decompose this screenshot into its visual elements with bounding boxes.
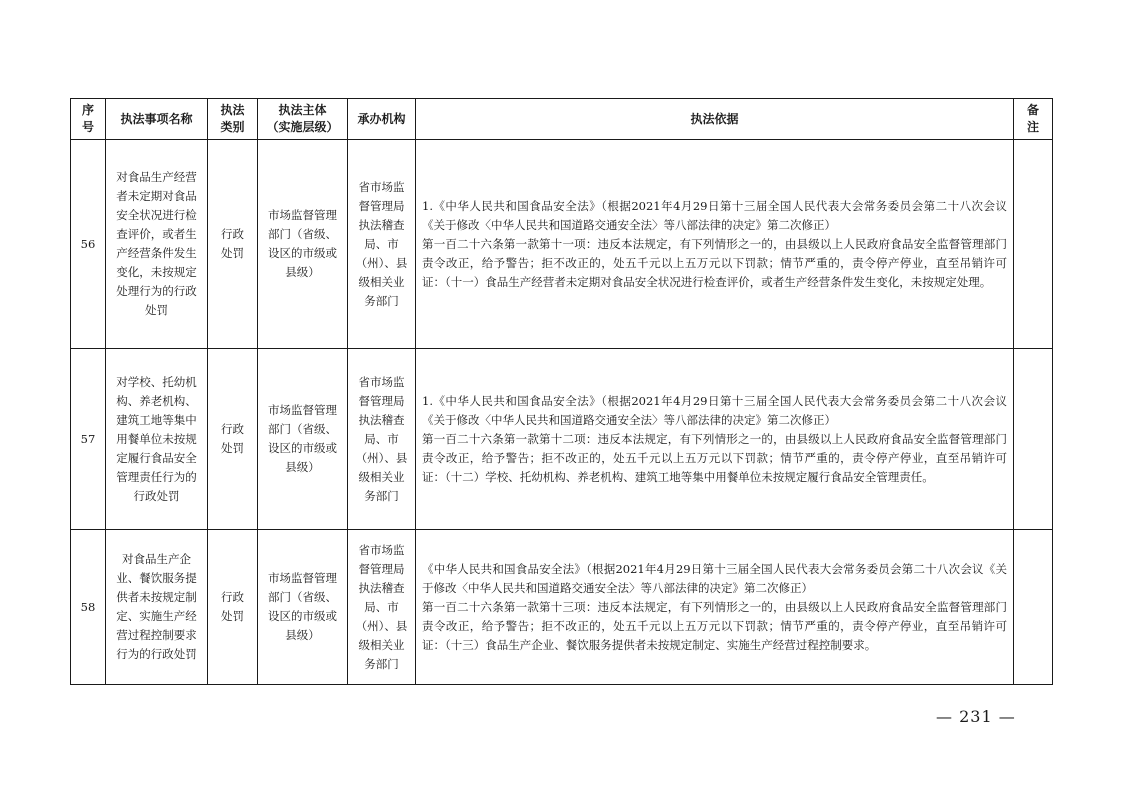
enforcement-table	[70, 98, 1053, 685]
row-item: 对学校、托幼机构、养老机构、建筑工地等集中用餐单位未按规定履行食品安全管理责任行为的行政处罚	[106, 349, 208, 530]
header-type: 执法类别	[208, 99, 258, 140]
table-row	[71, 349, 1053, 530]
header-subject	[258, 99, 348, 140]
row-remark	[1014, 140, 1053, 349]
table-row	[71, 530, 1053, 685]
row-basis	[416, 530, 1014, 685]
row-item: 对食品生产经营者未定期对食品安全状况进行检查评价，或者生产经营条件发生变化，未按规定处理行为的行政处罚	[106, 140, 208, 349]
row-type: 行政处罚	[208, 140, 258, 349]
row-basis	[416, 349, 1014, 530]
header-subject-line2: （实施层级）	[266, 120, 339, 134]
header-agency: 承办机构	[348, 99, 416, 140]
header-basis: 执法依据	[416, 99, 1014, 140]
row-basis-text: 1.《中华人民共和国食品安全法》（根据2021年4月29日第十三届全国人民代表大会常务委员会第二十八次会议《关于修改〈中华人民共和国道路交通安全法〉等八部法律的决定》第二次修正） 第一百二十六条第一款第十一项：违反本法规定，有下列情形之一的，由县级以上人民政府食品安全监督管理部门责令改正，给予警告；拒不改正的，处五千元以上五万元以下罚款；情节严重的，责令停产停业，直至吊销许可证：（十一）食品生产经营者未定期对食品安全状况进行检查评价，或者生产经营条件发生变化，未按规定处理。	[422, 198, 1007, 289]
header-item: 执法事项名称	[106, 99, 208, 140]
row-item: 对食品生产企业、餐饮服务提供者未按规定制定、实施生产经营过程控制要求行为的行政处罚	[106, 530, 208, 685]
row-no: 56	[71, 140, 106, 349]
row-basis-text: 1.《中华人民共和国食品安全法》（根据2021年4月29日第十三届全国人民代表大会常务委员会第二十八次会议《关于修改〈中华人民共和国道路交通安全法〉等八部法律的决定》第二次修正） 第一百二十六条第一款第十二项：违反本法规定，有下列情形之一的，由县级以上人民政府食品安全监督管理部门责令改正，给予警告；拒不改正的，处五千元以上五万元以下罚款；情节严重的，责令停产停业，直至吊销许可证：（十二）学校、托幼机构、养老机构、建筑工地等集中用餐单位未按规定履行食品安全管理责任。	[422, 393, 1007, 484]
table-header-row	[71, 99, 1053, 140]
table-row	[71, 140, 1053, 349]
row-basis-text: 《中华人民共和国食品安全法》（根据2021年4月29日第十三届全国人民代表大会常务委员会第二十八次会议《关于修改〈中华人民共和国道路交通安全法〉等八部法律的决定》第二次修正） 第一百二十六条第一款第十三项：违反本法规定，有下列情形之一的，由县级以上人民政府食品安全监督管理部门责令改正，给予警告；拒不改正的，处五千元以上五万元以下罚款；情节严重的，责令停产停业，直至吊销许可证：（十三）食品生产企业、餐饮服务提供者未按规定制定、实施生产经营过程控制要求。	[422, 561, 1007, 652]
row-no: 57	[71, 349, 106, 530]
row-no: 58	[71, 530, 106, 685]
row-subject: 市场监督管理部门（省级、设区的市级或县级）	[258, 349, 348, 530]
row-remark	[1014, 349, 1053, 530]
row-subject: 市场监督管理部门（省级、设区的市级或县级）	[258, 140, 348, 349]
row-type: 行政处罚	[208, 349, 258, 530]
row-subject: 市场监督管理部门（省级、设区的市级或县级）	[258, 530, 348, 685]
row-remark	[1014, 530, 1053, 685]
row-type: 行政处罚	[208, 530, 258, 685]
page-number: — 231 —	[936, 707, 1016, 726]
row-agency: 省市场监督管理局执法稽查局、市（州）、县级相关业务部门	[348, 140, 416, 349]
row-agency: 省市场监督管理局执法稽查局、市（州）、县级相关业务部门	[348, 530, 416, 685]
header-subject-line1: 执法主体	[278, 103, 327, 117]
row-basis	[416, 140, 1014, 349]
header-no: 序号	[71, 99, 106, 140]
header-remark: 备注	[1014, 99, 1053, 140]
row-agency: 省市场监督管理局执法稽查局、市（州）、县级相关业务部门	[348, 349, 416, 530]
